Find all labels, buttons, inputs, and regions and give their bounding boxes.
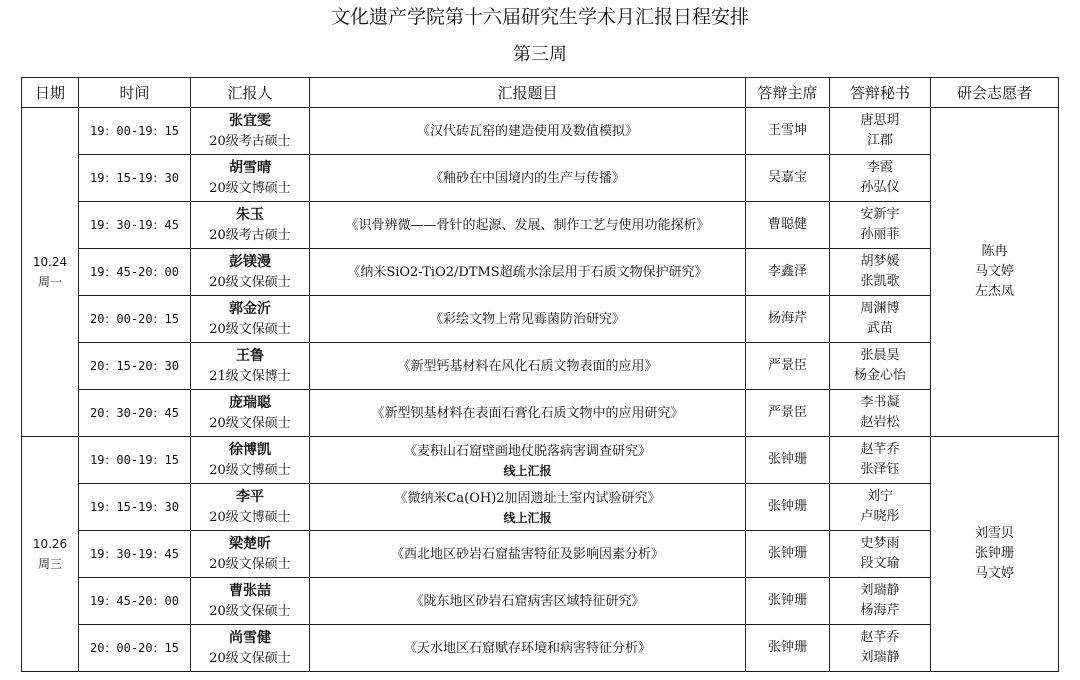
presenter-class: 20级文保硕士 bbox=[209, 321, 291, 337]
presenter-name: 郭金沂 bbox=[229, 300, 271, 317]
time-cell: 19：15-19：30 bbox=[79, 484, 191, 531]
presenter-cell bbox=[191, 437, 310, 484]
topic-cell bbox=[310, 484, 746, 531]
table-row bbox=[22, 343, 1059, 390]
page-title: 文化遗产学院第十六届研究生学术月汇报日程安排 bbox=[330, 6, 749, 28]
secretary-name: 赵芊乔 bbox=[860, 442, 900, 457]
topic-title: 《汉代砖瓦窑的建造使用及数值模拟》 bbox=[416, 123, 638, 139]
date: 10.24 bbox=[32, 255, 68, 269]
header-time: 时间 bbox=[79, 78, 191, 108]
presenter-class: 20级文保硕士 bbox=[209, 556, 291, 572]
topic-title: 《识骨辨微——骨针的起源、发展、制作工艺与使用功能探析》 bbox=[345, 217, 710, 233]
chair-cell: 杨海芹 bbox=[746, 296, 830, 343]
topic-cell bbox=[310, 531, 746, 578]
presenter-name: 张宜雯 bbox=[229, 112, 271, 129]
time-cell: 19：45-20：00 bbox=[79, 578, 191, 625]
volunteer-name: 马文婷 bbox=[974, 566, 1014, 581]
topic-cell bbox=[310, 108, 746, 155]
secretary-cell bbox=[830, 343, 931, 390]
chair-cell: 张钟珊 bbox=[746, 578, 830, 625]
topic-title: 《陇东地区砂岩石窟病害区域特征研究》 bbox=[410, 593, 645, 609]
secretary-cell bbox=[830, 437, 931, 484]
presenter-cell bbox=[191, 390, 310, 437]
presenter-name: 朱玉 bbox=[236, 206, 264, 223]
secretary-name: 段文瑜 bbox=[860, 556, 900, 571]
volunteer-name: 左杰凤 bbox=[974, 284, 1014, 299]
presenter-class: 20级文保硕士 bbox=[209, 415, 291, 431]
presenter-cell bbox=[191, 296, 310, 343]
secretary-name: 刘瑞静 bbox=[860, 650, 900, 665]
chair-cell: 吴嘉宝 bbox=[746, 155, 830, 202]
presenter-class: 20级文博硕士 bbox=[209, 509, 291, 525]
presenter-cell bbox=[191, 531, 310, 578]
presenter-class: 21级文保博士 bbox=[209, 368, 291, 384]
topic-title: 《新型钙基材料在风化石质文物表面的应用》 bbox=[397, 358, 658, 374]
presenter-cell bbox=[191, 625, 310, 672]
topic-title: 《彩绘文物上常见霉菌防治研究》 bbox=[429, 311, 625, 327]
volunteers-cell bbox=[931, 108, 1059, 437]
date: 10.26 bbox=[32, 537, 68, 551]
time-cell: 19：30-19：45 bbox=[79, 202, 191, 249]
week-subtitle: 第三周 bbox=[513, 44, 567, 65]
secretary-name: 安新宇 bbox=[860, 207, 900, 222]
presenter-class: 20级文保硕士 bbox=[209, 274, 291, 290]
topic-cell bbox=[310, 155, 746, 202]
table-row bbox=[22, 484, 1059, 531]
presenter-class: 20级文博硕士 bbox=[209, 180, 291, 196]
secretary-name: 刘宁 bbox=[866, 489, 893, 504]
presenter-cell bbox=[191, 202, 310, 249]
table-row bbox=[22, 155, 1059, 202]
secretary-name: 张凯歌 bbox=[860, 274, 900, 289]
time-cell: 20：00-20：15 bbox=[79, 296, 191, 343]
secretary-name: 杨金心怡 bbox=[853, 368, 906, 383]
secretary-name: 江郡 bbox=[866, 133, 893, 148]
topic-cell bbox=[310, 343, 746, 390]
chair-cell: 严景臣 bbox=[746, 343, 830, 390]
volunteer-name: 马文婷 bbox=[974, 264, 1014, 279]
online-note: 线上汇报 bbox=[503, 510, 552, 525]
secretary-name: 武苗 bbox=[866, 321, 893, 336]
secretary-cell bbox=[830, 108, 931, 155]
topic-title: 《纳米SiO2-TiO2/DTMS超疏水涂层用于石质文物保护研究》 bbox=[347, 264, 708, 280]
presenter-cell bbox=[191, 343, 310, 390]
topic-title: 《西北地区砂岩石窟盐害特征及影响因素分析》 bbox=[390, 546, 664, 562]
header-row bbox=[22, 78, 1059, 108]
secretary-name: 孙丽菲 bbox=[860, 227, 900, 242]
secretary-cell bbox=[830, 484, 931, 531]
topic-cell bbox=[310, 390, 746, 437]
secretary-cell bbox=[830, 155, 931, 202]
time-cell: 20：15-20：30 bbox=[79, 343, 191, 390]
time-cell: 19：30-19：45 bbox=[79, 531, 191, 578]
secretary-name: 李霞 bbox=[866, 160, 893, 175]
chair-cell: 张钟珊 bbox=[746, 531, 830, 578]
chair-cell: 张钟珊 bbox=[746, 625, 830, 672]
time-cell: 20：00-20：15 bbox=[79, 625, 191, 672]
secretary-cell bbox=[830, 296, 931, 343]
presenter-name: 王鲁 bbox=[236, 347, 264, 364]
secretary-name: 刘瑞静 bbox=[860, 583, 900, 598]
chair-cell: 王雪坤 bbox=[746, 108, 830, 155]
presenter-name: 梁楚昕 bbox=[229, 535, 271, 552]
topic-cell bbox=[310, 249, 746, 296]
table-row bbox=[22, 108, 1059, 155]
topic-title: 《釉砂在中国境内的生产与传播》 bbox=[429, 170, 625, 186]
weekday: 周一 bbox=[37, 275, 62, 289]
date-cell bbox=[22, 437, 79, 672]
volunteer-name: 陈冉 bbox=[981, 244, 1008, 259]
table-row bbox=[22, 202, 1059, 249]
topic-cell bbox=[310, 202, 746, 249]
date-cell bbox=[22, 108, 79, 437]
presenter-name: 彭镁漫 bbox=[229, 253, 271, 270]
topic-title: 《新型钡基材料在表面石膏化石质文物中的应用研究》 bbox=[371, 405, 684, 421]
online-note: 线上汇报 bbox=[503, 463, 552, 478]
volunteers-cell bbox=[931, 437, 1059, 672]
presenter-name: 徐博凯 bbox=[229, 441, 271, 458]
secretary-cell bbox=[830, 625, 931, 672]
chair-cell: 严景臣 bbox=[746, 390, 830, 437]
secretary-cell bbox=[830, 531, 931, 578]
topic-cell bbox=[310, 578, 746, 625]
table-row bbox=[22, 437, 1059, 484]
secretary-name: 胡梦媛 bbox=[860, 254, 900, 269]
topic-cell bbox=[310, 296, 746, 343]
presenter-name: 胡雪晴 bbox=[229, 159, 271, 176]
topic-title: 《天水地区石窟赋存环境和病害特征分析》 bbox=[403, 640, 651, 656]
secretary-name: 杨海芹 bbox=[860, 603, 900, 618]
presenter-cell bbox=[191, 155, 310, 202]
presenter-name: 李平 bbox=[236, 488, 264, 505]
secretary-cell bbox=[830, 249, 931, 296]
topic-cell bbox=[310, 437, 746, 484]
header-presenter: 汇报人 bbox=[191, 78, 310, 108]
secretary-name: 卢晓彤 bbox=[860, 509, 900, 524]
presenter-name: 庞瑞聪 bbox=[229, 394, 271, 411]
time-cell: 19：15-19：30 bbox=[79, 155, 191, 202]
presenter-cell bbox=[191, 249, 310, 296]
topic-title: 《麦积山石窟壁画地仗脱落病害调查研究》 bbox=[403, 443, 651, 459]
secretary-name: 赵芊乔 bbox=[860, 630, 900, 645]
secretary-name: 孙弘仪 bbox=[860, 180, 900, 195]
time-cell: 20：30-20：45 bbox=[79, 390, 191, 437]
table-row bbox=[22, 296, 1059, 343]
chair-cell: 张钟珊 bbox=[746, 437, 830, 484]
table-row bbox=[22, 390, 1059, 437]
secretary-cell bbox=[830, 390, 931, 437]
chair-cell: 李鑫泽 bbox=[746, 249, 830, 296]
header-date: 日期 bbox=[22, 78, 79, 108]
volunteer-name: 张钟珊 bbox=[974, 546, 1014, 561]
schedule-table bbox=[21, 77, 1059, 672]
presenter-name: 曹张喆 bbox=[229, 582, 271, 599]
weekday: 周三 bbox=[37, 557, 62, 571]
presenter-class: 20级文保硕士 bbox=[209, 650, 291, 666]
table-row bbox=[22, 625, 1059, 672]
header-topic: 汇报题目 bbox=[310, 78, 746, 108]
table-row bbox=[22, 531, 1059, 578]
time-cell: 19：00-19：15 bbox=[79, 437, 191, 484]
time-cell: 19：45-20：00 bbox=[79, 249, 191, 296]
presenter-cell bbox=[191, 578, 310, 625]
chair-cell: 曹聪健 bbox=[746, 202, 830, 249]
secretary-name: 赵岩松 bbox=[860, 415, 900, 430]
presenter-cell bbox=[191, 484, 310, 531]
presenter-name: 尚雪健 bbox=[229, 629, 271, 646]
presenter-class: 20级文博硕士 bbox=[209, 462, 291, 478]
secretary-cell bbox=[830, 202, 931, 249]
secretary-name: 唐思玥 bbox=[860, 113, 900, 128]
header-chair: 答辩主席 bbox=[746, 78, 830, 108]
presenter-class: 20级文保硕士 bbox=[209, 603, 291, 619]
time-cell: 19：00-19：15 bbox=[79, 108, 191, 155]
schedule-body bbox=[22, 108, 1059, 672]
table-row bbox=[22, 578, 1059, 625]
topic-title: 《微纳米Ca(OH)2加固遗址土室内试验研究》 bbox=[394, 490, 661, 506]
secretary-name: 张晨昊 bbox=[860, 348, 900, 363]
header-volunteers: 研会志愿者 bbox=[931, 78, 1059, 108]
secretary-name: 李书凝 bbox=[860, 395, 900, 410]
presenter-class: 20级考古硕士 bbox=[209, 133, 291, 149]
presenter-class: 20级考古硕士 bbox=[209, 227, 291, 243]
secretary-cell bbox=[830, 578, 931, 625]
topic-cell bbox=[310, 625, 746, 672]
secretary-name: 史梦雨 bbox=[860, 536, 900, 551]
presenter-cell bbox=[191, 108, 310, 155]
volunteer-name: 刘雪贝 bbox=[974, 526, 1014, 541]
secretary-name: 张泽钰 bbox=[860, 462, 900, 477]
secretary-name: 周渊博 bbox=[860, 301, 900, 316]
header-secretary: 答辩秘书 bbox=[830, 78, 931, 108]
table-row bbox=[22, 249, 1059, 296]
chair-cell: 张钟珊 bbox=[746, 484, 830, 531]
